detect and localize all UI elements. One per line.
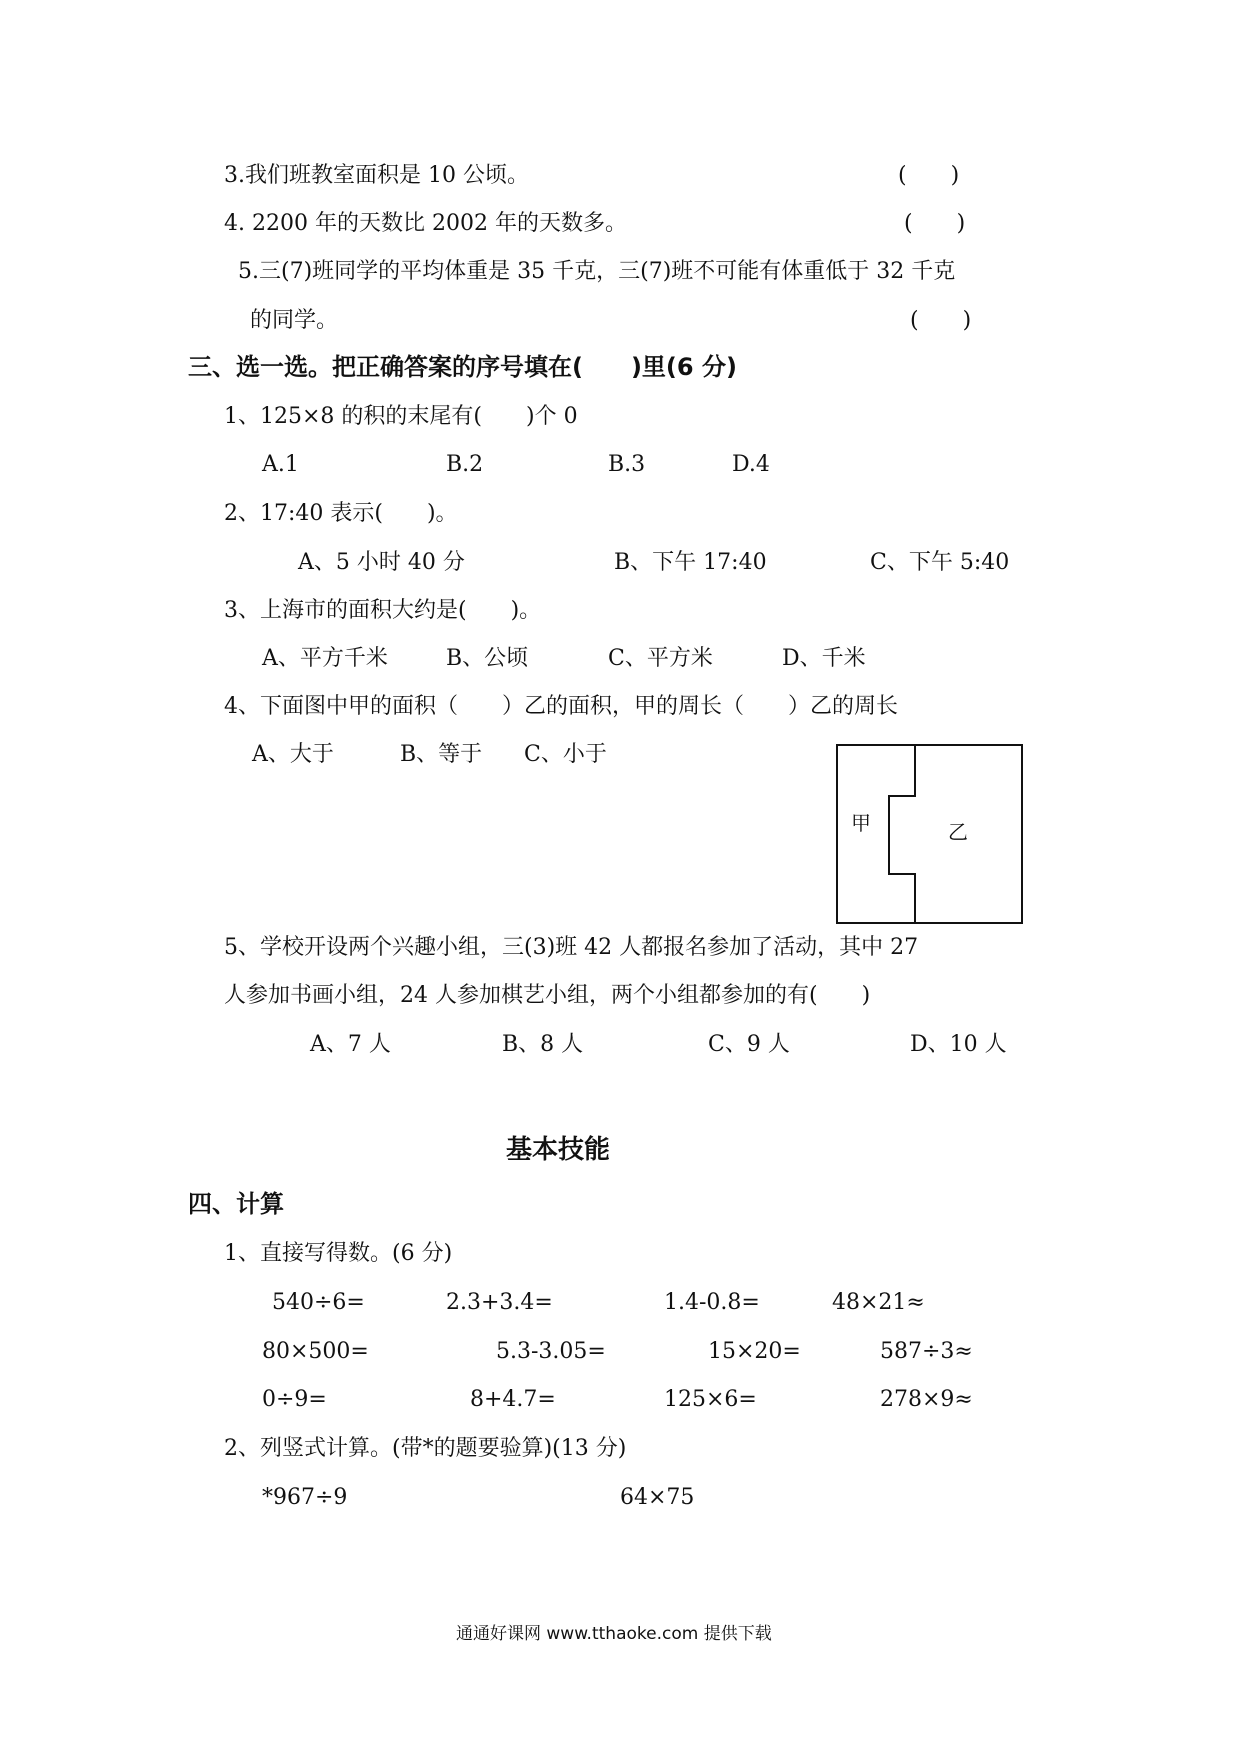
calc-r2-c4: 587÷3≈	[880, 1339, 973, 1364]
s3-q3-option-d: D、千米	[782, 646, 866, 671]
calc-r3-c4: 278×9≈	[880, 1387, 973, 1412]
s3-q5-option-d: D、10 人	[910, 1032, 1007, 1057]
calc-r3-c3: 125×6=	[664, 1387, 757, 1412]
figure-label-yi: 乙	[948, 820, 968, 844]
calc-r1-c3: 1.4-0.8=	[664, 1290, 760, 1315]
s3-q2-option-b: B、下午 17:40	[614, 550, 767, 575]
s3-q2-text: 2、17:40 表示( )。	[224, 501, 458, 526]
s3-q3-option-c: C、平方米	[608, 646, 713, 671]
s4-sub1-title: 1、直接写得数。(6 分)	[224, 1241, 453, 1266]
s3-q1-option-c: B.3	[608, 452, 646, 477]
calc-r3-c2: 8+4.7=	[470, 1387, 556, 1412]
calc-r2-c2: 5.3-3.05=	[496, 1339, 606, 1364]
s3-q2-option-a: A、5 小时 40 分	[298, 550, 465, 575]
calc-r1-c1: 540÷6=	[272, 1290, 365, 1315]
heading-basic-skills: 基本技能	[506, 1135, 611, 1165]
figure-label-jia: 甲	[851, 811, 871, 835]
section4-title: 四、计算	[188, 1190, 284, 1218]
vertical-calc-1: *967÷9	[262, 1485, 348, 1510]
s3-q3-option-a: A、平方千米	[262, 646, 388, 671]
figure-divider-line	[889, 745, 915, 923]
s3-q5-option-c: C、9 人	[708, 1032, 790, 1057]
s3-q4-option-a: A、大于	[252, 742, 334, 767]
s3-q4-option-c: C、小于	[524, 742, 607, 767]
s3-q3-option-b: B、公顷	[446, 646, 529, 671]
s3-q3-text: 3、上海市的面积大约是( )。	[224, 598, 542, 623]
calc-r1-c4: 48×21≈	[832, 1290, 925, 1315]
s3-q1-option-b: B.2	[446, 452, 484, 477]
judge-q5-line2: 的同学。	[250, 308, 339, 333]
footer-source: 通通好课网 www.tthaoke.com 提供下载	[456, 1624, 772, 1644]
calc-r2-c1: 80×500=	[262, 1339, 369, 1364]
s3-q5-option-a: A、7 人	[310, 1032, 391, 1057]
calc-r1-c2: 2.3+3.4=	[446, 1290, 553, 1315]
s3-q2-option-c: C、下午 5:40	[870, 550, 1010, 575]
s4-sub2-title: 2、列竖式计算。(带*的题要验算)(13 分)	[224, 1436, 627, 1461]
judge-q4-answer-paren: ( )	[904, 211, 966, 236]
judge-q5-line1: 5.三(7)班同学的平均体重是 35 千克，三(7)班不可能有体重低于 32 千克	[238, 259, 956, 284]
s3-q4-text: 4、下面图中甲的面积（ ）乙的面积，甲的周长（ ）乙的周长	[224, 694, 898, 719]
s3-q1-text: 1、125×8 的积的末尾有( )个 0	[224, 404, 578, 429]
section3-title: 三、选一选。把正确答案的序号填在( )里(6 分)	[188, 353, 737, 381]
s3-q4-option-b: B、等于	[400, 742, 483, 767]
area-perimeter-figure	[836, 744, 1024, 926]
calc-r2-c3: 15×20=	[708, 1339, 801, 1364]
s3-q5-line2: 人参加书画小组，24 人参加棋艺小组，两个小组都参加的有( )	[224, 983, 871, 1008]
vertical-calc-2: 64×75	[620, 1485, 695, 1510]
judge-q3-answer-paren: ( )	[898, 163, 960, 188]
s3-q5-line1: 5、学校开设两个兴趣小组，三(3)班 42 人都报名参加了活动，其中 27	[224, 935, 919, 960]
judge-q4-text: 4. 2200 年的天数比 2002 年的天数多。	[224, 211, 627, 236]
s3-q5-option-b: B、8 人	[502, 1032, 584, 1057]
s3-q1-option-d: D.4	[732, 452, 770, 477]
s3-q1-option-a: A.1	[262, 452, 299, 477]
judge-q3-text: 3.我们班教室面积是 10 公顷。	[224, 163, 529, 188]
calc-r3-c1: 0÷9=	[262, 1387, 327, 1412]
judge-q5-answer-paren: ( )	[910, 308, 972, 333]
